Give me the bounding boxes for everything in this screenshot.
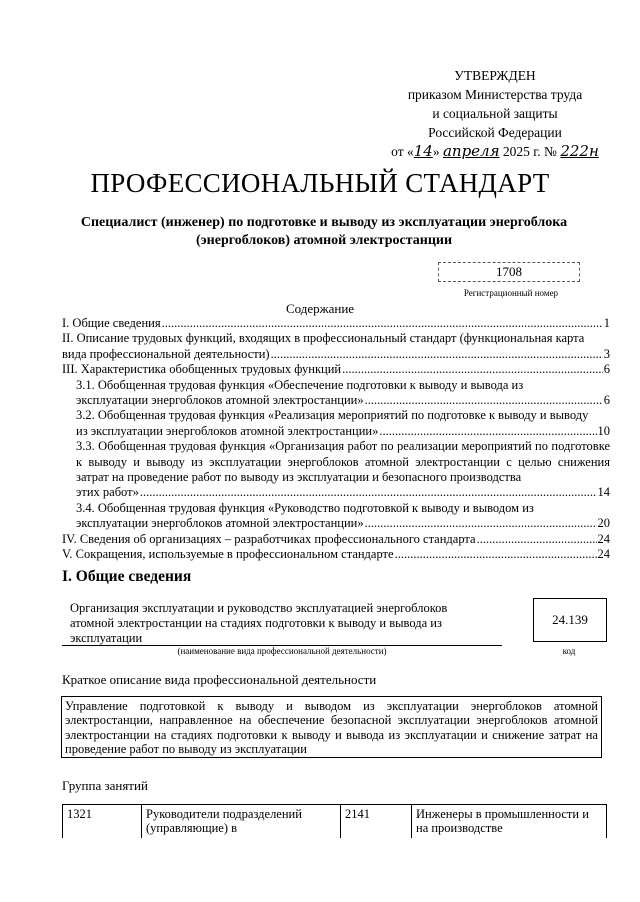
document-title: ПРОФЕССИОНАЛЬНЫЙ СТАНДАРТ <box>90 168 550 198</box>
toc-item-1[interactable]: I. Общие сведения ..... 1 <box>62 316 610 331</box>
approval-month: апреля <box>442 142 500 160</box>
activity-caption: (наименование вида профессиональной деятельности) <box>177 646 387 656</box>
approval-line-3: и социальной защиты <box>432 106 558 121</box>
toc-title: Содержание <box>285 301 355 316</box>
toc-item-3-2[interactable]: 3.2. Обобщенная трудовая функция «Реализация мероприятий по подготовке к выводу и выводу из эксплуатации энергоблоков атомной электростанции» ..... 10 <box>62 408 610 439</box>
toc-item-5[interactable]: V. Сокращения, используемые в профессиональном стандарте ..... 24 <box>62 547 610 562</box>
document-subtitle: Специалист (инженер) по подготовке и выводу из эксплуатации энергоблока (энергоблоков) атомной электростанции <box>80 215 568 248</box>
activity-code-box: 24.139 <box>533 598 607 642</box>
approval-line-4: Российской Федерации <box>428 125 562 140</box>
toc-item-3-3[interactable]: 3.3. Обобщенная трудовая функция «Организация работ по реализации мероприятий по подготовке к выводу и выводу из эксплуатации энергоблоков атомной электростанции с целью снижения затрат на проведение работ по выводу из эксплуатации и безопасного производства этих работ» ..... 14 <box>62 439 610 501</box>
group-code-cell: 1321 <box>63 805 142 838</box>
group-name-cell: Инженеры в промышленности и на производстве <box>412 805 607 838</box>
toc-item-4[interactable]: IV. Сведения об организациях – разработчиках профессионального стандарта ..... 24 <box>62 532 610 547</box>
group-code-cell: 2141 <box>341 805 412 838</box>
approval-line-2: приказом Министерства труда <box>407 87 583 102</box>
registration-number-box: 1708 <box>438 262 580 282</box>
section-1-heading: I. Общие сведения <box>62 568 192 585</box>
activity-code-caption: код <box>562 646 576 656</box>
table-of-contents <box>62 316 610 563</box>
approval-heading: УТВЕРЖДЕН <box>454 68 536 83</box>
approval-date-line: от «14» апреля 2025 г. № 222н <box>391 142 599 160</box>
toc-item-3-1[interactable]: 3.1. Обобщенная трудовая функция «Обеспечение подготовки к выводу и вывода из эксплуатации энергоблоков атомной электростанции» ..... 6 <box>62 378 610 409</box>
description-box: Управление подготовкой к выводу и выводом из эксплуатации энергоблоков атомной электростанции, направленное на обеспечение безопасной эксплуатации энергоблоков атомной электростанции на стадиях подготовки к выводу и вывода из эксплуатации и снижение затрат на проведение работ по выводу из эксплуатации <box>61 696 602 758</box>
occupation-group-table <box>62 804 607 838</box>
activity-name: Организация эксплуатации и руководство эксплуатацией энергоблоков атомной электростанции на стадиях подготовки к выводу и вывода из эксплуатации <box>70 601 448 645</box>
description-label: Краткое описание вида профессиональной деятельности <box>62 672 377 687</box>
table-row <box>63 805 607 838</box>
approval-block <box>380 66 610 161</box>
toc-item-3-4[interactable]: 3.4. Обобщенная трудовая функция «Руководство подготовкой к выводу и выводом из эксплуатации энергоблоков атомной электростанции» ..... 20 <box>62 501 610 532</box>
toc-item-2[interactable]: II. Описание трудовых функций, входящих в профессиональный стандарт (функциональная карта вида профессиональной деятельности) ..... 3 <box>62 331 610 362</box>
approval-day: 14 <box>413 142 433 160</box>
group-label: Группа занятий <box>62 778 148 793</box>
approval-number: 222н <box>560 142 599 160</box>
toc-item-3[interactable]: III. Характеристика обобщенных трудовых функций ..... 6 <box>62 362 610 377</box>
group-name-cell: Руководители подразделений (управляющие) в <box>142 805 341 838</box>
registration-number-label: Регистрационный номер <box>463 288 559 298</box>
